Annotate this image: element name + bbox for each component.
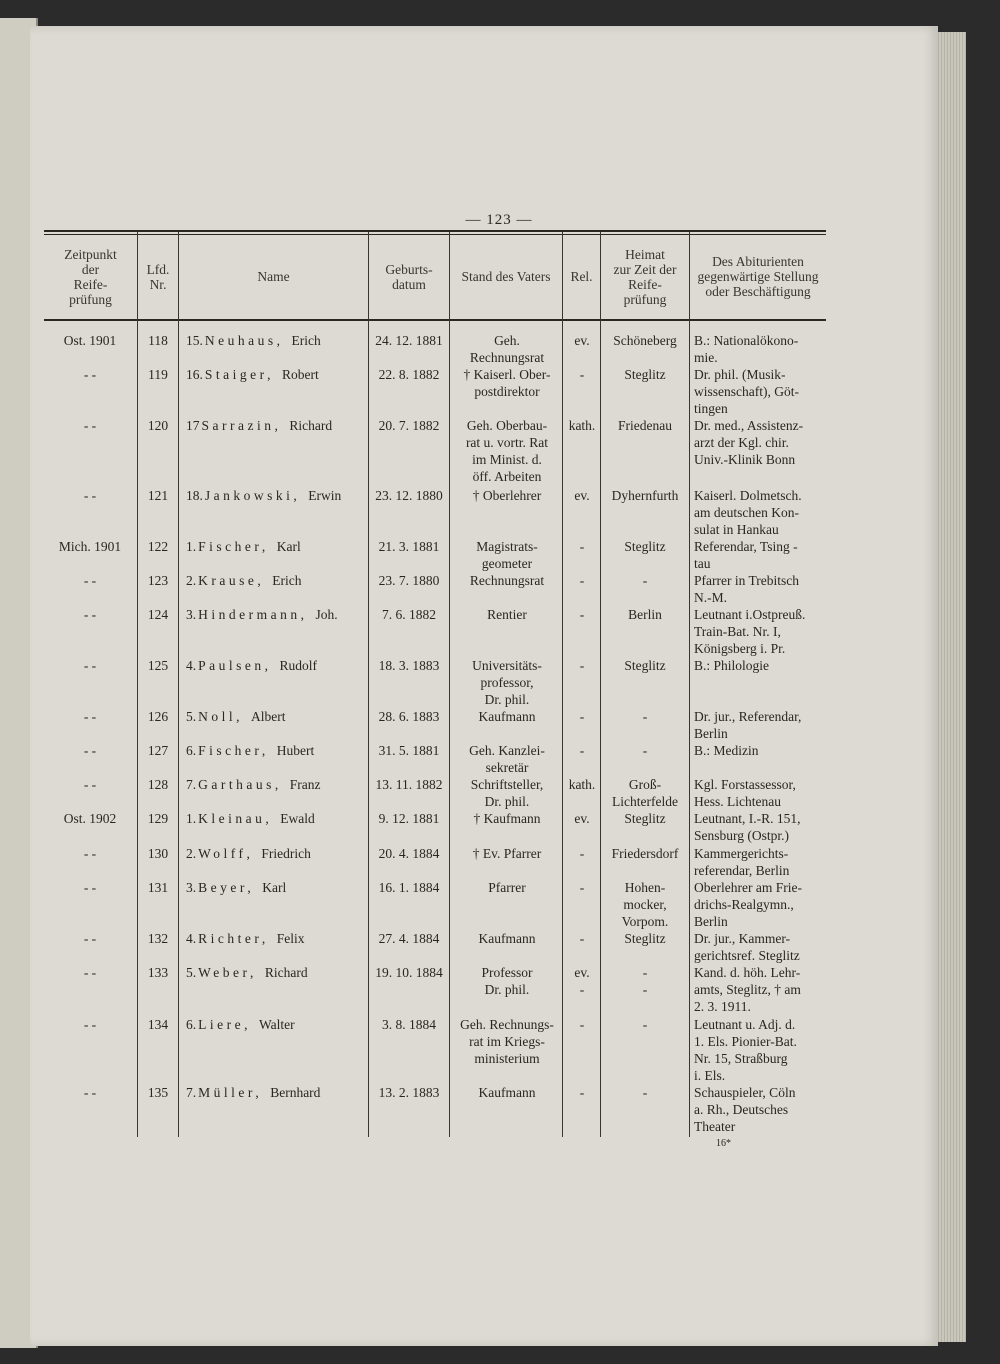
row-lfd-nr: 135 bbox=[147, 1085, 169, 1100]
row-heimat: - bbox=[642, 1017, 648, 1032]
row-lfd-nr: 119 bbox=[148, 367, 168, 382]
row-name bbox=[186, 1016, 366, 1033]
row-stand-des-vaters: † Ev. Pfarrer bbox=[472, 846, 542, 861]
row-geburtsdatum: 22. 8. 1882 bbox=[378, 367, 440, 382]
table-top-rule bbox=[44, 230, 826, 232]
row-zeitpunkt: - - bbox=[83, 931, 97, 946]
row-heimat: - bbox=[642, 1085, 648, 1100]
row-name bbox=[186, 572, 366, 589]
row-surname: Jankowski, bbox=[204, 488, 301, 503]
row-stand-des-vaters: Pfarrer bbox=[488, 880, 526, 895]
row-zeitpunkt: Mich. 1901 bbox=[58, 539, 122, 554]
row-religion: - bbox=[579, 367, 585, 382]
row-name bbox=[186, 538, 366, 555]
row-geburtsdatum: 13. 2. 1883 bbox=[378, 1085, 440, 1100]
row-zeitpunkt: - - bbox=[83, 1085, 97, 1100]
row-lfd-nr: 118 bbox=[148, 333, 168, 348]
row-stellung: Referendar, Tsing - tau bbox=[694, 539, 798, 571]
row-stellung: B.: Nationalökono- mie. bbox=[694, 333, 799, 365]
row-name bbox=[186, 366, 366, 383]
row-zeitpunkt: - - bbox=[83, 743, 97, 758]
row-first-name: Friedrich bbox=[261, 846, 311, 861]
row-lfd-nr: 134 bbox=[147, 1017, 169, 1032]
row-name bbox=[186, 810, 366, 827]
row-surname: Neuhaus, bbox=[204, 333, 284, 348]
header-rel: Rel. bbox=[570, 269, 593, 284]
row-surname: Fischer, bbox=[198, 743, 269, 758]
row-surname: Garthaus, bbox=[198, 777, 282, 792]
row-lfd-nr: 123 bbox=[147, 573, 169, 588]
column-divider bbox=[449, 232, 450, 1137]
row-heimat: Schöneberg bbox=[613, 333, 677, 348]
row-name bbox=[186, 332, 366, 349]
row-stand-des-vaters: Rentier bbox=[487, 607, 527, 622]
row-surname: Richter, bbox=[198, 931, 269, 946]
row-first-name: Richard bbox=[289, 418, 333, 433]
row-heimat: - bbox=[642, 573, 648, 588]
row-first-name: Joh. bbox=[315, 607, 338, 622]
row-zeitpunkt: - - bbox=[83, 658, 97, 673]
row-zeitpunkt: Ost. 1901 bbox=[63, 333, 117, 348]
row-zeitpunkt: Ost. 1902 bbox=[63, 811, 117, 826]
row-name-index: 2. bbox=[186, 573, 197, 588]
row-religion: ev. bbox=[574, 333, 590, 348]
row-geburtsdatum: 31. 5. 1881 bbox=[378, 743, 440, 758]
row-stand-des-vaters: † Oberlehrer bbox=[472, 488, 542, 503]
header-lfd-nr: Lfd. Nr. bbox=[146, 261, 170, 292]
row-name bbox=[186, 742, 366, 759]
row-first-name: Bernhard bbox=[270, 1085, 321, 1100]
row-religion: - bbox=[579, 658, 585, 673]
row-name-index: 5. bbox=[186, 709, 197, 724]
row-lfd-nr: 130 bbox=[147, 846, 169, 861]
row-first-name: Rudolf bbox=[279, 658, 318, 673]
row-first-name: Erich bbox=[272, 573, 302, 588]
row-name bbox=[186, 964, 366, 981]
header-name: Name bbox=[257, 269, 290, 284]
header-bottom-rule bbox=[44, 319, 826, 321]
row-stellung: Dr. jur., Referendar, Berlin bbox=[694, 709, 802, 741]
row-religion: - bbox=[579, 607, 585, 622]
row-zeitpunkt: - - bbox=[83, 880, 97, 895]
row-name-index: 3. bbox=[186, 880, 197, 895]
row-heimat: Steglitz bbox=[624, 811, 666, 826]
row-lfd-nr: 132 bbox=[147, 931, 169, 946]
row-geburtsdatum: 27. 4. 1884 bbox=[378, 931, 440, 946]
row-stand-des-vaters: Magistrats- geometer bbox=[476, 539, 538, 571]
row-name-index: 3. bbox=[186, 607, 197, 622]
row-heimat: Steglitz bbox=[624, 931, 666, 946]
row-heimat: Friedenau bbox=[618, 418, 672, 433]
row-stand-des-vaters: † Kaiserl. Ober- postdirektor bbox=[463, 367, 551, 399]
row-religion: - bbox=[579, 539, 585, 554]
row-heimat: Hohen- mocker, Vorpom. bbox=[621, 880, 669, 929]
printer-signature: 16* bbox=[716, 1138, 731, 1149]
row-first-name: Robert bbox=[281, 367, 319, 382]
row-surname: Müller, bbox=[198, 1085, 263, 1100]
row-surname: Fischer, bbox=[198, 539, 269, 554]
row-stellung: Leutnant i.Ostpreuß. Train-Bat. Nr. I, Königsberg i. Pr. bbox=[694, 607, 806, 656]
row-stand-des-vaters: † Kaufmann bbox=[473, 811, 541, 826]
row-name-index: 1. bbox=[186, 811, 197, 826]
row-religion: - bbox=[579, 743, 585, 758]
row-stand-des-vaters: Geh. Kanzlei- sekretär bbox=[469, 743, 545, 775]
row-name bbox=[186, 1084, 366, 1101]
row-stellung: Leutnant u. Adj. d. 1. Els. Pionier-Bat. Nr. 15, Straßburg i. Els. bbox=[694, 1017, 797, 1083]
row-lfd-nr: 127 bbox=[147, 743, 169, 758]
row-first-name: Erwin bbox=[308, 488, 342, 503]
row-lfd-nr: 124 bbox=[147, 607, 169, 622]
row-zeitpunkt: - - bbox=[83, 607, 97, 622]
row-religion: - bbox=[579, 1017, 585, 1032]
row-lfd-nr: 129 bbox=[147, 811, 169, 826]
row-heimat: - bbox=[642, 743, 648, 758]
row-heimat: Dyhernfurth bbox=[611, 488, 679, 503]
row-stellung: Dr. jur., Kammer- gerichtsref. Steglitz bbox=[694, 931, 800, 963]
row-first-name: Richard bbox=[264, 965, 308, 980]
row-zeitpunkt: - - bbox=[83, 846, 97, 861]
row-first-name: Hubert bbox=[276, 743, 315, 758]
row-name bbox=[186, 657, 366, 674]
row-lfd-nr: 121 bbox=[147, 488, 169, 503]
row-surname: Krause, bbox=[198, 573, 265, 588]
row-name-index: 1. bbox=[186, 539, 197, 554]
row-geburtsdatum: 24. 12. 1881 bbox=[375, 333, 443, 348]
row-name-index: 17 bbox=[186, 418, 200, 433]
row-surname: Beyer, bbox=[198, 880, 255, 895]
row-lfd-nr: 122 bbox=[147, 539, 169, 554]
row-name-index: 7. bbox=[186, 1085, 197, 1100]
row-stellung: Dr. med., Assistenz- arzt der Kgl. chir. Univ.-Klinik Bonn bbox=[694, 418, 804, 467]
row-heimat: Steglitz bbox=[624, 367, 666, 382]
row-zeitpunkt: - - bbox=[83, 1017, 97, 1032]
row-geburtsdatum: 20. 4. 1884 bbox=[378, 846, 440, 861]
row-geburtsdatum: 21. 3. 1881 bbox=[378, 539, 440, 554]
row-geburtsdatum: 20. 7. 1882 bbox=[378, 418, 440, 433]
header-geburtsdatum: Geburts- datum bbox=[385, 261, 433, 292]
row-first-name: Franz bbox=[289, 777, 321, 792]
row-name-index: 18. bbox=[186, 488, 203, 503]
row-religion: - bbox=[579, 846, 585, 861]
row-religion: - bbox=[579, 709, 585, 724]
row-zeitpunkt: - - bbox=[83, 777, 97, 792]
row-name bbox=[186, 417, 366, 434]
row-lfd-nr: 131 bbox=[147, 880, 169, 895]
row-geburtsdatum: 16. 1. 1884 bbox=[378, 880, 440, 895]
row-stellung: Kgl. Forstassessor, Hess. Lichtenau bbox=[694, 777, 796, 809]
row-first-name: Ewald bbox=[280, 811, 315, 826]
row-heimat: Steglitz bbox=[624, 539, 666, 554]
row-name bbox=[186, 606, 366, 623]
row-religion: ev. bbox=[574, 488, 590, 503]
row-stellung: Schauspieler, Cöln a. Rh., Deutsches Theater bbox=[694, 1085, 796, 1134]
row-name-index: 6. bbox=[186, 743, 197, 758]
row-zeitpunkt: - - bbox=[83, 709, 97, 724]
row-stellung: Leutnant, I.-R. 151, Sensburg (Ostpr.) bbox=[694, 811, 801, 843]
row-first-name: Karl bbox=[276, 539, 301, 554]
row-first-name: Karl bbox=[262, 880, 287, 895]
row-zeitpunkt: - - bbox=[83, 367, 97, 382]
row-stand-des-vaters: Kaufmann bbox=[478, 931, 536, 946]
row-religion: - bbox=[579, 573, 585, 588]
row-surname: Hindermann, bbox=[198, 607, 308, 622]
row-stand-des-vaters: Geh. Rechnungs- rat im Kriegs- ministerium bbox=[460, 1017, 554, 1066]
row-surname: Wolff, bbox=[198, 846, 254, 861]
header-stellung: Des Abiturienten gegenwärtige Stellung oder Beschäftigung bbox=[697, 254, 819, 299]
row-stellung: Oberlehrer am Frie- drichs-Realgymn., Berlin bbox=[694, 880, 802, 929]
row-name bbox=[186, 708, 366, 725]
row-geburtsdatum: 7. 6. 1882 bbox=[382, 607, 436, 622]
row-surname: Staiger, bbox=[204, 367, 274, 382]
row-religion: kath. bbox=[568, 418, 596, 433]
row-geburtsdatum: 28. 6. 1883 bbox=[378, 709, 440, 724]
row-zeitpunkt: - - bbox=[83, 573, 97, 588]
row-stand-des-vaters: Kaufmann bbox=[478, 1085, 536, 1100]
row-lfd-nr: 125 bbox=[147, 658, 169, 673]
row-religion: - bbox=[579, 1085, 585, 1100]
row-stellung: B.: Philologie bbox=[694, 658, 770, 673]
row-name-index: 4. bbox=[186, 931, 197, 946]
row-surname: Noll, bbox=[198, 709, 244, 724]
row-heimat: - bbox=[642, 709, 648, 724]
row-name-index: 16. bbox=[186, 367, 203, 382]
column-divider bbox=[178, 232, 179, 1137]
row-stand-des-vaters: Schriftsteller, Dr. phil. bbox=[470, 777, 544, 809]
row-stellung: Pfarrer in Trebitsch N.-M. bbox=[694, 573, 799, 605]
row-geburtsdatum: 3. 8. 1884 bbox=[382, 1017, 436, 1032]
row-religion: - bbox=[579, 880, 585, 895]
row-zeitpunkt: - - bbox=[83, 488, 97, 503]
row-stellung: Kand. d. höh. Lehr- amts, Steglitz, † am 2. 3. 1911. bbox=[694, 965, 801, 1014]
row-surname: Sarrazin, bbox=[201, 418, 282, 433]
row-name bbox=[186, 930, 366, 947]
row-name bbox=[186, 879, 366, 896]
page-number: — 123 — bbox=[465, 212, 533, 228]
row-surname: Liere, bbox=[198, 1017, 251, 1032]
row-stand-des-vaters: Professor Dr. phil. bbox=[481, 965, 533, 997]
row-zeitpunkt: - - bbox=[83, 418, 97, 433]
row-geburtsdatum: 13. 11. 1882 bbox=[375, 777, 443, 792]
row-first-name: Albert bbox=[251, 709, 286, 724]
row-name bbox=[186, 845, 366, 862]
row-lfd-nr: 133 bbox=[147, 965, 169, 980]
row-religion: - bbox=[579, 931, 585, 946]
header-stand-des-vaters: Stand des Vaters bbox=[461, 269, 551, 284]
row-heimat: - - bbox=[642, 965, 648, 997]
row-stand-des-vaters: Geh. Oberbau- rat u. vortr. Rat im Minist. d. öff. Arbeiten bbox=[465, 418, 549, 484]
row-religion: ev. bbox=[574, 811, 590, 826]
row-name-index: 15. bbox=[186, 333, 203, 348]
row-stellung: Dr. phil. (Musik- wissenschaft), Göt- tingen bbox=[694, 367, 799, 416]
row-surname: Kleinau, bbox=[198, 811, 273, 826]
row-geburtsdatum: 18. 3. 1883 bbox=[378, 658, 440, 673]
row-stellung: Kammergerichts- referendar, Berlin bbox=[694, 846, 790, 878]
row-stellung: B.: Medizin bbox=[694, 743, 759, 758]
row-name-index: 5. bbox=[186, 965, 197, 980]
row-religion: ev. - bbox=[574, 965, 590, 997]
row-name-index: 4. bbox=[186, 658, 197, 673]
row-name-index: 7. bbox=[186, 777, 197, 792]
row-lfd-nr: 126 bbox=[147, 709, 169, 724]
column-divider bbox=[689, 232, 690, 1137]
row-first-name: Felix bbox=[276, 931, 305, 946]
row-name bbox=[186, 487, 366, 504]
row-stand-des-vaters: Kaufmann bbox=[478, 709, 536, 724]
row-heimat: Friedersdorf bbox=[611, 846, 679, 861]
row-religion: kath. bbox=[568, 777, 596, 792]
row-stellung: Kaiserl. Dolmetsch. am deutschen Kon- sulat in Hankau bbox=[694, 488, 802, 537]
row-stand-des-vaters: Geh. Rechnungsrat bbox=[469, 333, 545, 365]
row-first-name: Erich bbox=[291, 333, 321, 348]
row-heimat: Steglitz bbox=[624, 658, 666, 673]
row-lfd-nr: 128 bbox=[147, 777, 169, 792]
row-heimat: Berlin bbox=[628, 607, 662, 622]
row-geburtsdatum: 23. 7. 1880 bbox=[378, 573, 440, 588]
row-stand-des-vaters: Rechnungsrat bbox=[469, 573, 545, 588]
row-heimat: Groß- Lichterfelde bbox=[612, 777, 678, 809]
row-stand-des-vaters: Universitäts- professor, Dr. phil. bbox=[472, 658, 542, 707]
row-surname: Weber, bbox=[198, 965, 257, 980]
row-geburtsdatum: 9. 12. 1881 bbox=[378, 811, 440, 826]
row-geburtsdatum: 19. 10. 1884 bbox=[375, 965, 443, 980]
row-first-name: Walter bbox=[258, 1017, 295, 1032]
row-name bbox=[186, 776, 366, 793]
row-surname: Paulsen, bbox=[198, 658, 272, 673]
row-lfd-nr: 120 bbox=[147, 418, 169, 433]
header-zeitpunkt: Zeitpunkt der Reife- prüfung bbox=[64, 246, 117, 307]
row-geburtsdatum: 23. 12. 1880 bbox=[375, 488, 443, 503]
header-heimat: Heimat zur Zeit der Reife- prüfung bbox=[613, 246, 677, 307]
row-name-index: 2. bbox=[186, 846, 197, 861]
row-zeitpunkt: - - bbox=[83, 965, 97, 980]
row-name-index: 6. bbox=[186, 1017, 197, 1032]
